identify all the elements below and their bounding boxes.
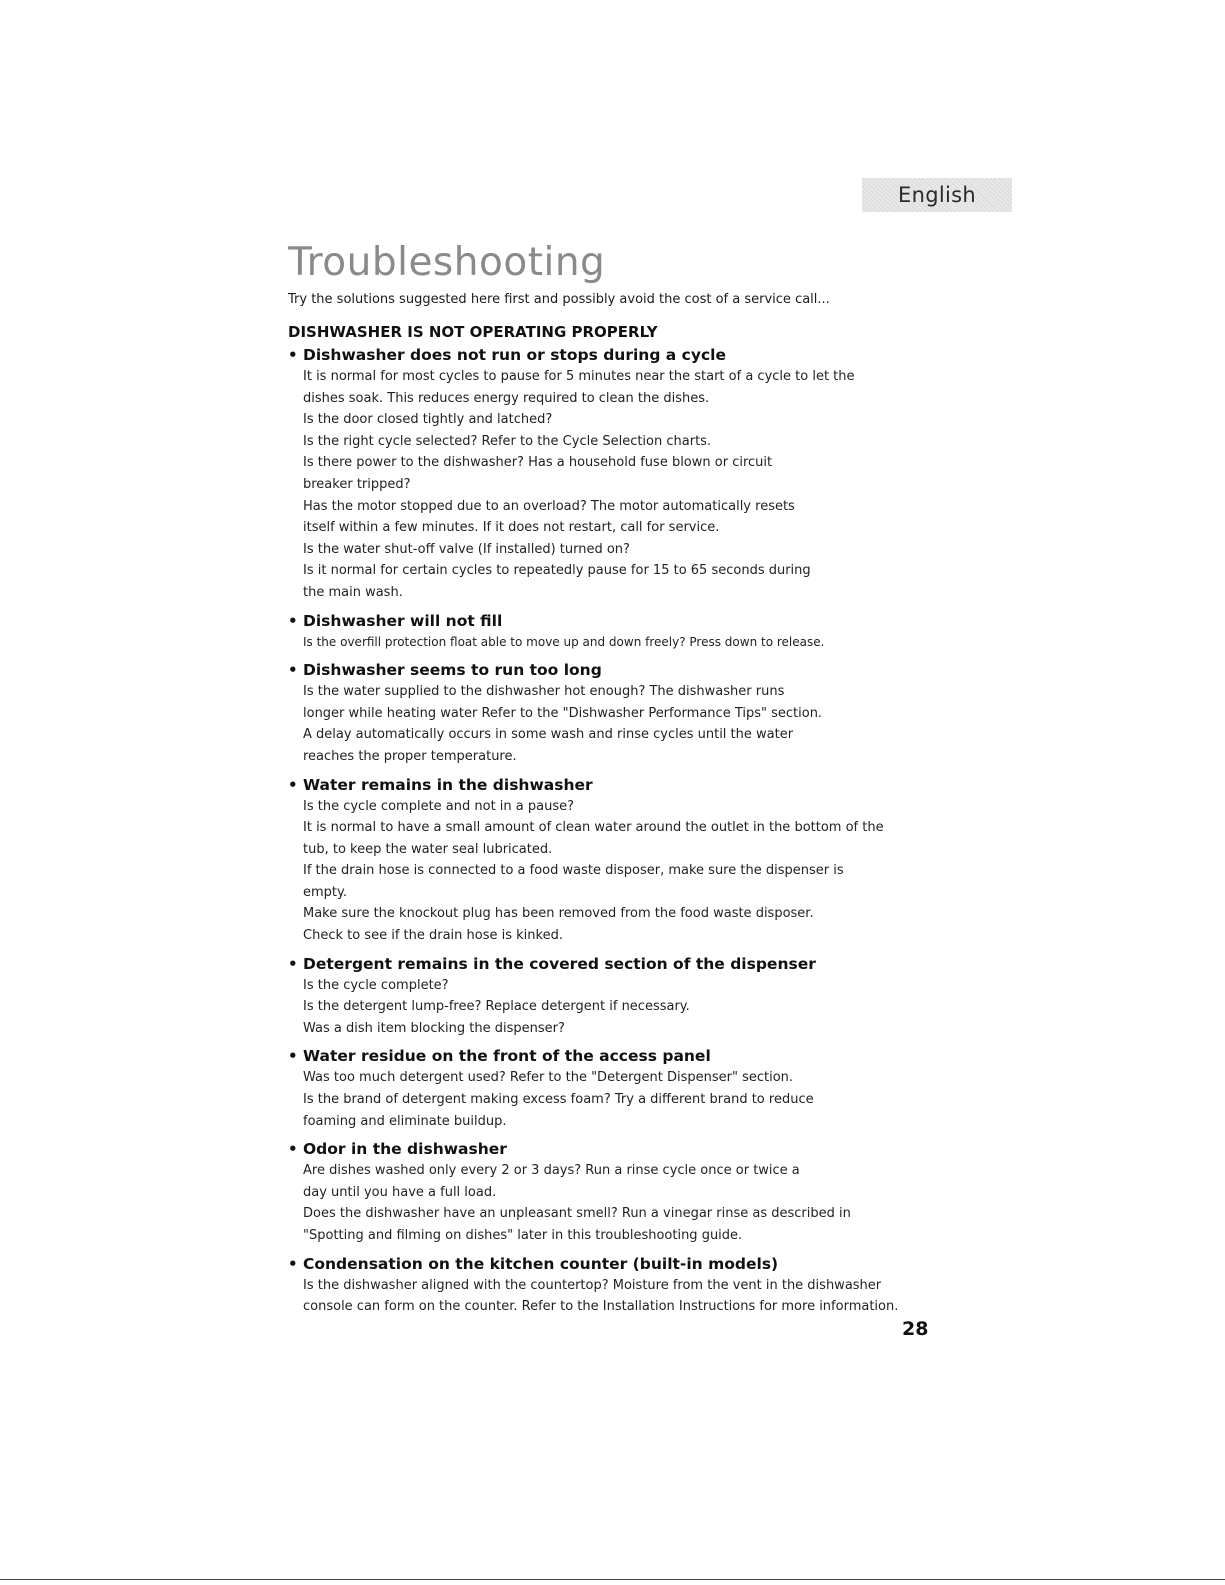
troubleshooting-topics	[288, 345, 948, 1325]
topic-line: Does the dishwasher have an unpleasant smell? Run a vinegar rinse as described in	[303, 1206, 851, 1222]
topic-line: console can form on the counter. Refer to the Installation Instructions for more information.	[303, 1299, 899, 1315]
topic-line: the main wash.	[303, 584, 403, 600]
topic-line: It is normal to have a small amount of clean water around the outlet in the bottom of the	[303, 820, 884, 836]
topic-line: dishes soak. This reduces energy required to clean the dishes.	[303, 390, 710, 406]
topic-line: tub, to keep the water seal lubricated.	[303, 841, 553, 857]
topic-line: empty.	[303, 884, 347, 900]
page-number: 28	[902, 1318, 929, 1340]
topic-heading: Odor in the dishwasher	[303, 1140, 507, 1159]
topic-heading: Water remains in the dishwasher	[303, 775, 593, 794]
topic-line: Is the cycle complete?	[303, 977, 449, 993]
topic-heading: Dishwasher will not fill	[303, 611, 503, 630]
bullet-icon: •	[288, 611, 298, 630]
topic-line: It is normal for most cycles to pause for 5 minutes near the start of a cycle to let the	[303, 369, 855, 384]
bottom-divider	[0, 1579, 1225, 1580]
topic-heading: Dishwasher does not run or stops during a cycle	[303, 346, 726, 364]
topic-runs-too-long	[288, 660, 948, 767]
topic-will-not-fill	[288, 611, 948, 654]
section-heading: DISHWASHER IS NOT OPERATING PROPERLY	[288, 323, 658, 341]
topic-water-residue	[288, 1046, 948, 1132]
topic-line: breaker tripped?	[303, 476, 411, 492]
topic-line: Is it normal for certain cycles to repeatedly pause for 15 to 65 seconds during	[303, 563, 811, 579]
page-title: Troubleshooting	[288, 240, 606, 285]
topic-line: itself within a few minutes. If it does not restart, call for service.	[303, 520, 720, 536]
topic-heading: Dishwasher seems to run too long	[303, 661, 602, 680]
bullet-icon: •	[288, 346, 298, 364]
topic-line: Is the door closed tightly and latched?	[303, 412, 553, 428]
topic-line: A delay automatically occurs in some wash and rinse cycles until the water	[303, 727, 794, 743]
topic-detergent-remains	[288, 954, 948, 1040]
language-tab	[862, 178, 1012, 212]
topic-line: Is the detergent lump-free? Replace detergent if necessary.	[303, 999, 690, 1015]
topic-line: foaming and eliminate buildup.	[303, 1113, 507, 1129]
topic-heading: Condensation on the kitchen counter (built-in models)	[303, 1254, 779, 1273]
topic-condensation	[288, 1254, 948, 1318]
language-label: English	[898, 183, 976, 207]
bullet-icon: •	[288, 1047, 298, 1066]
bullet-icon: •	[288, 1140, 298, 1159]
topic-line: day until you have a full load.	[303, 1184, 497, 1200]
topic-odor	[288, 1139, 948, 1246]
topic-line: Is there power to the dishwasher? Has a household fuse blown or circuit	[303, 455, 773, 471]
intro-text: Try the solutions suggested here first and possibly avoid the cost of a service call...	[288, 292, 830, 307]
topic-line: Was too much detergent used? Refer to the "Detergent Dispenser" section.	[303, 1070, 794, 1086]
topic-not-running	[288, 345, 948, 604]
topic-line: Is the water supplied to the dishwasher hot enough? The dishwasher runs	[303, 684, 785, 700]
topic-line: Is the cycle complete and not in a pause?	[303, 798, 575, 814]
topic-heading: Water residue on the front of the access panel	[303, 1047, 711, 1066]
topic-heading: Detergent remains in the covered section of the dispenser	[303, 954, 816, 973]
topic-line: If the drain hose is connected to a food waste disposer, make sure the dispenser is	[303, 863, 844, 879]
topic-line: Is the water shut-off valve (If installed) turned on?	[303, 541, 630, 557]
bullet-icon: •	[288, 775, 298, 794]
topic-line: Has the motor stopped due to an overload? The motor automatically resets	[303, 498, 795, 514]
bullet-icon: •	[288, 1254, 298, 1273]
topic-line: Is the dishwasher aligned with the countertop? Moisture from the vent in the dishwasher	[303, 1277, 882, 1293]
topic-line: Was a dish item blocking the dispenser?	[303, 1020, 565, 1036]
topic-line: Are dishes washed only every 2 or 3 days? Run a rinse cycle once or twice a	[303, 1163, 800, 1179]
topic-line: "Spotting and filming on dishes" later in this troubleshooting guide.	[303, 1228, 743, 1243]
topic-line: longer while heating water Refer to the "Dishwasher Performance Tips" section.	[303, 705, 823, 721]
topic-line: Is the right cycle selected? Refer to the Cycle Selection charts.	[303, 433, 712, 449]
topic-line: Is the overfill protection float able to move up and down freely? Press down to release.	[303, 634, 825, 649]
topic-line: reaches the proper temperature.	[303, 748, 517, 764]
bullet-icon: •	[288, 954, 298, 973]
topic-line: Make sure the knockout plug has been removed from the food waste disposer.	[303, 906, 814, 922]
bullet-icon: •	[288, 661, 298, 680]
topic-water-remains	[288, 775, 948, 947]
topic-line: Check to see if the drain hose is kinked.	[303, 928, 563, 944]
topic-line: Is the brand of detergent making excess foam? Try a different brand to reduce	[303, 1092, 814, 1108]
